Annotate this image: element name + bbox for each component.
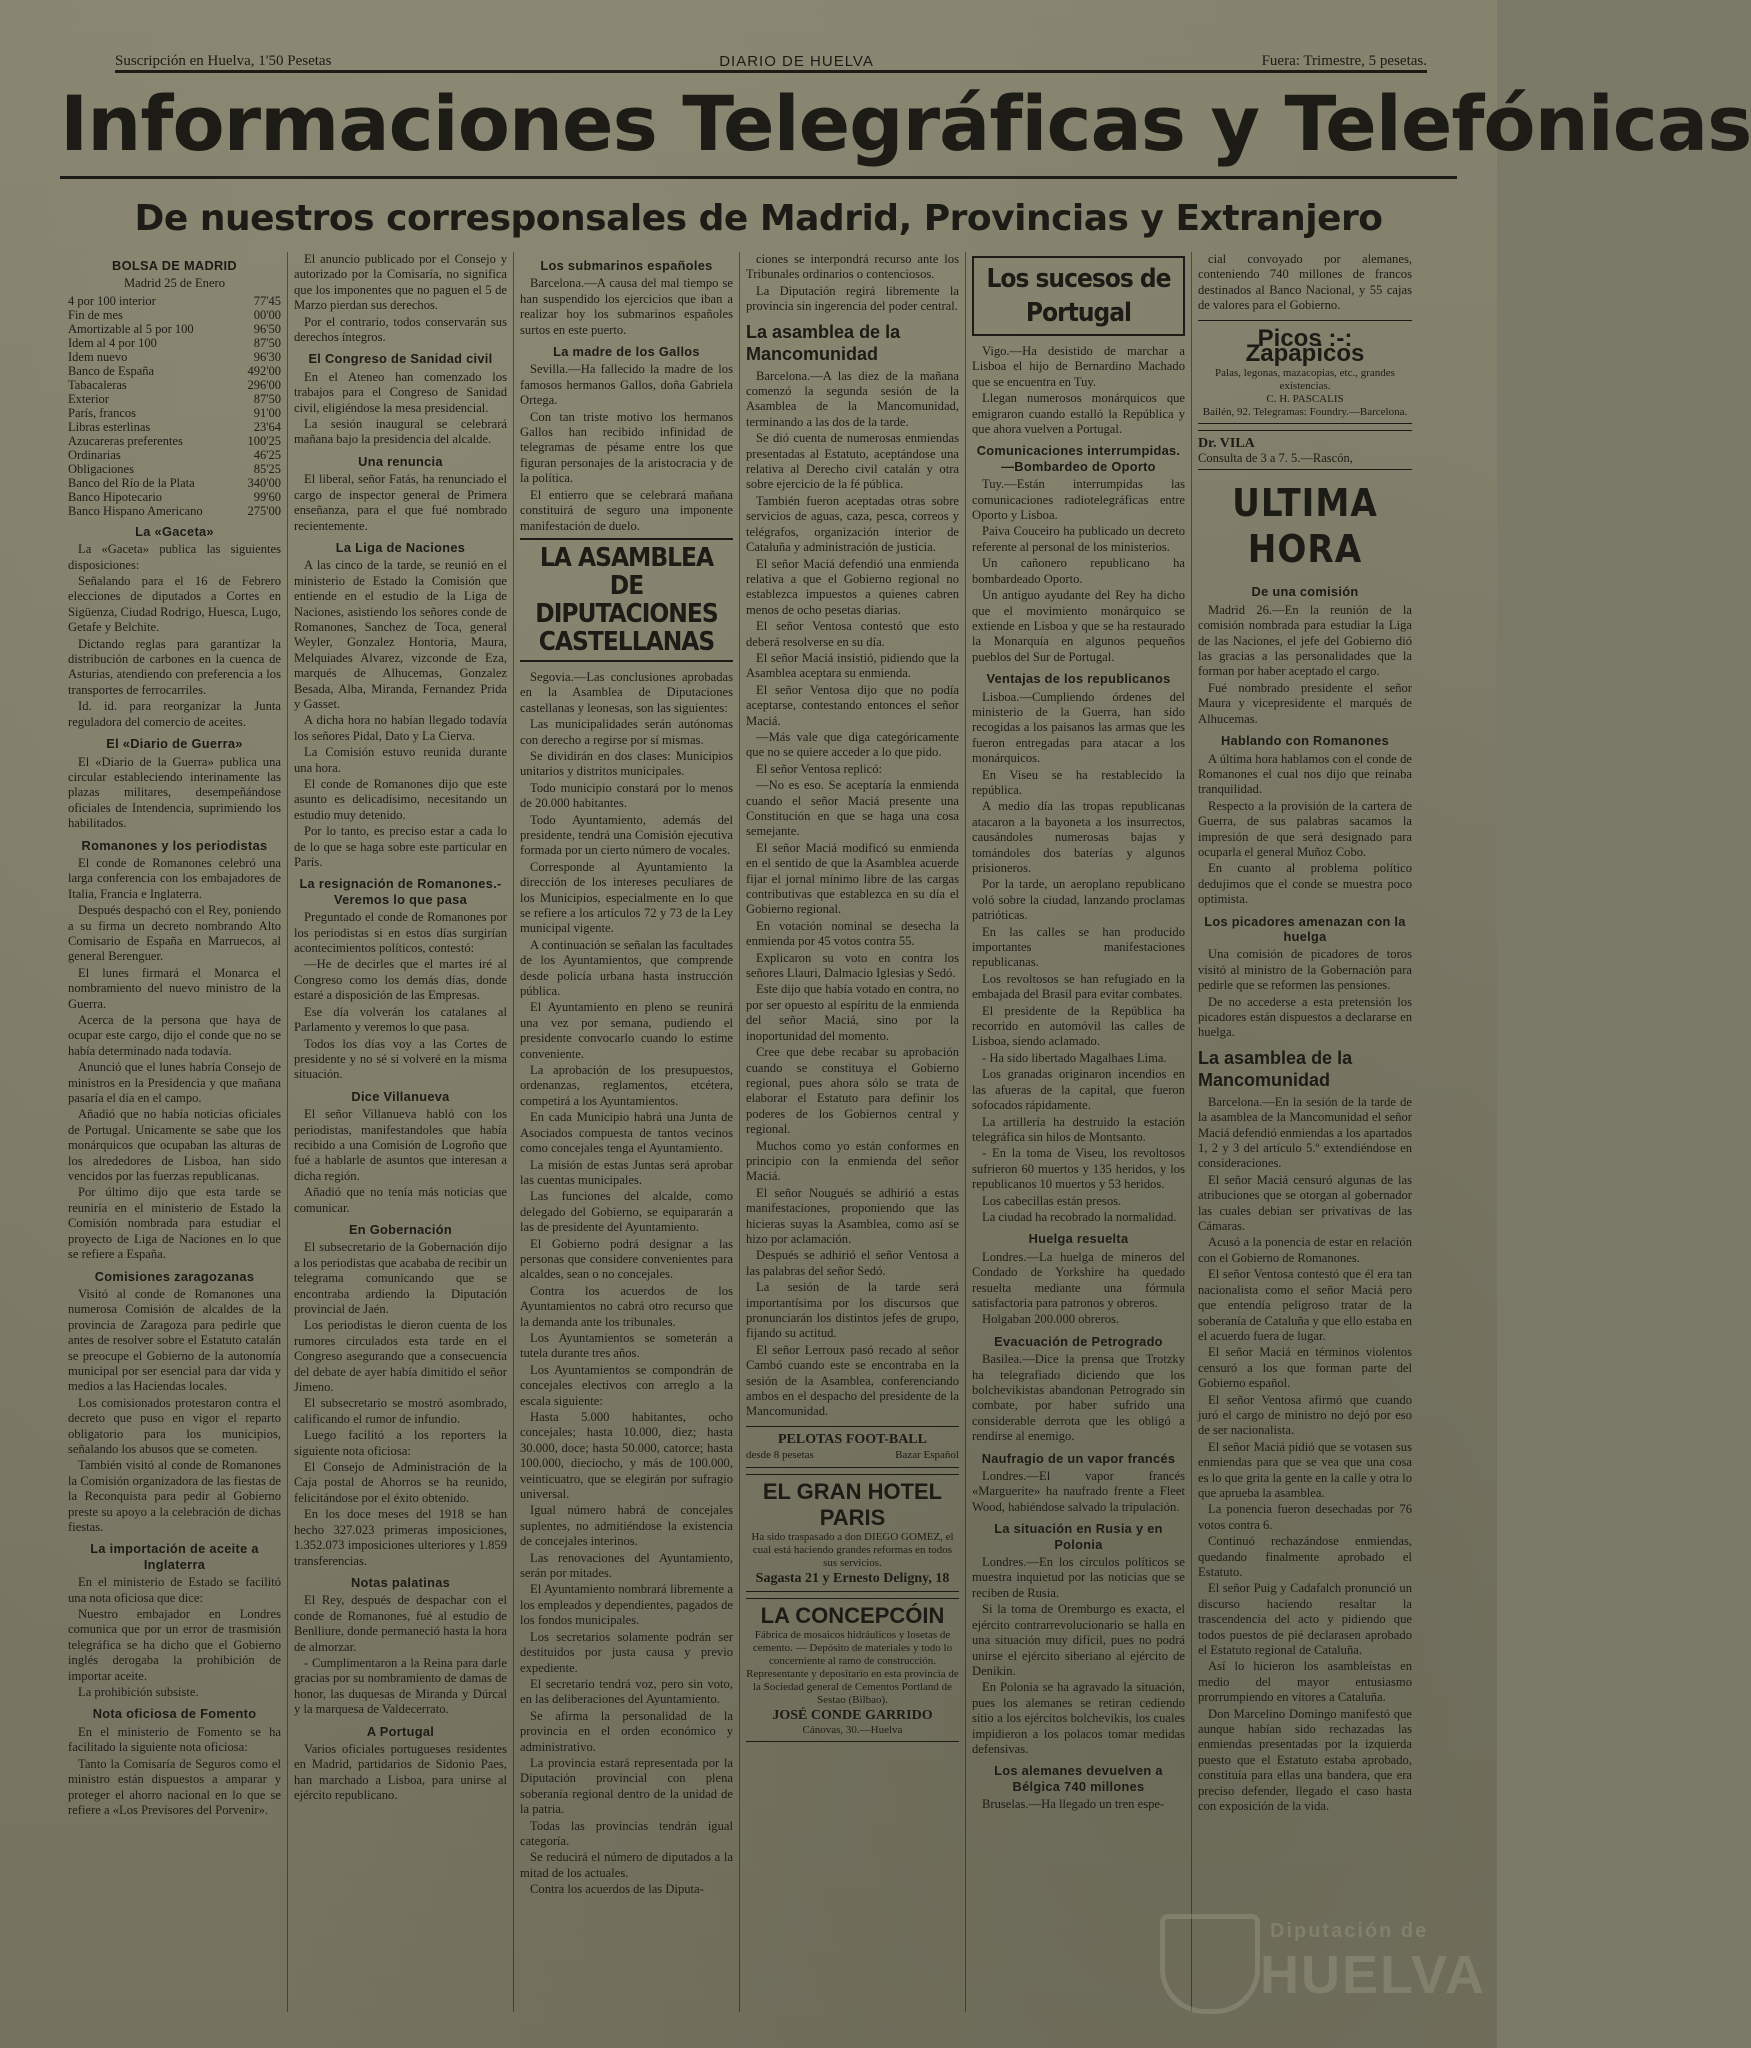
- paragraph: Basilea.—Dice la prensa que Trotzky ha telegrafiado diciendo que los bolchevikistas abandonan Petrogrado sin combate, por haber sufrido una considerable derrota que les obligó a rendirse al enemigo.: [972, 1352, 1185, 1444]
- crest-icon: [1160, 1914, 1260, 2014]
- paragraph: Segovia.—Las conclusiones aprobadas en la Asamblea de Diputaciones castellanas y leonesas, son las siguientes:: [520, 669, 733, 715]
- paragraph: El subsecretario de la Gobernación dijo a los periodistas que acababa de recibir un telegrama comunicando que se encontraba ardiendo la Diputación provincial de Jaén.: [294, 1240, 507, 1316]
- paragraph: La Comisión estuvo reunida durante una hora.: [294, 745, 507, 775]
- paragraph: Los comisionados protestaron contra el decreto que puso en vigor el reparto obligatorio para los municipios, señalando los abusos que se cometen.: [68, 1395, 281, 1456]
- paragraph: Tanto la Comisaría de Seguros como el ministro están dispuestos a amparar y proteger el ahorro nacional en lo que se refiere a «Los Previsores del Porvenir».: [68, 1756, 281, 1817]
- paragraph: Todas las provincias tendrán igual categoría.: [520, 1818, 733, 1848]
- paragraph: La Diputación regirá libremente la provincia sin ingerencia del poder central.: [746, 283, 959, 314]
- paragraph: Un antiguo ayudante del Rey ha dicho que el movimiento monárquico se extiende en Lisboa y que se ha restaurado la Monarquía en algunos pequeños pueblos del Sur de Portugal.: [972, 588, 1185, 664]
- paragraph: Las municipalidades serán autónomas con derecho a regirse por sí mismas.: [520, 717, 733, 747]
- paragraph: Vigo.—Ha desistido de marchar a Lisboa el hijo de Bernardino Machado que se encuentra en Tuy.: [972, 344, 1185, 389]
- paragraph: Si la toma de Oremburgo es exacta, el ejército contrarrevolucionario se halla en una situación muy difícil, pues no podrá unirse el ejército siberiano al ejército de Denikin.: [972, 1602, 1185, 1678]
- ad-body: Representante y depositario en esta provincia de la Sociedad general de Cementos Portland de Sestao (Bilbao).: [746, 1668, 959, 1707]
- headline: Los alemanes devuelven a Bélgica 740 millones: [994, 1763, 1163, 1794]
- paragraph: Don Marcelino Domingo manifestó que aunque habían sido rechazadas las enmiendas presentadas por la izquierda puesto que el Estatuto estaba aprobado, constituía para ellas una bandera, que era preciso defender, llegado el caso hasta con exposición de la vida.: [1198, 1706, 1412, 1814]
- headline: Nota oficiosa de Fomento: [92, 1706, 257, 1722]
- paragraph: Contra los acuerdos de los Ayuntamientos no cabrá otro recurso que la demanda ante los tribunales.: [520, 1283, 733, 1329]
- paragraph: Todos los días voy a las Cortes de presidente y no sé si volveré en la misma situación.: [294, 1036, 507, 1082]
- paragraph: A las cinco de la tarde, se reunió en el ministerio de Estado la Comisión que entiende en el estudio de la Liga de Naciones, asistiendo los señores conde de Romanones, Sanchez de Toca, general Weyler, Gonzalez Hontoria, Maura, Melquiades Alvarez, vizconde de Eza, marqués de Alhucemas, Gonzalez Besada, Alba, Miranda, Fernandez Prida y Gasset.: [294, 558, 507, 711]
- ad-title: EL GRAN HOTEL PARIS: [762, 1479, 943, 1531]
- headline: El «Diario de Guerra»: [106, 736, 243, 752]
- paragraph: El presidente de la República ha recorrido en automóvil las calles de Lisboa, siendo aclamado.: [972, 1003, 1185, 1049]
- ultima-hora-banner: ULTIMA HORA: [1232, 481, 1378, 572]
- bolsa-price: 96'50: [253, 321, 281, 336]
- bolsa-security: París, francos: [68, 405, 137, 420]
- paragraph: Dictando reglas para garantizar la distribución de carbones en la cuenca de Asturias, atendiendo con preferencia a los transportes de ferrocarriles.: [68, 636, 281, 697]
- ad-address: Sagasta 21 y Ernesto Deligny, 18: [755, 1571, 950, 1587]
- section-subhead: De nuestros corresponsales de Madrid, Provincias y Extranjero: [134, 198, 1383, 239]
- bolsa-date: Madrid 25 de Enero: [123, 276, 226, 291]
- paragraph: Acusó a la ponencia de estar en relación con el Gobierno de Romanones.: [1198, 1235, 1412, 1265]
- bolsa-table: [68, 294, 281, 518]
- paragraph: La sesión de la tarde será importantísima por los discursos que pronunciarán los distintos jefes de grupo, fijando su actitud.: [746, 1280, 959, 1341]
- paragraph: Se reducirá el número de diputados a la mitad de los actuales.: [520, 1850, 733, 1880]
- ad-price: desde 8 pesetas: [746, 1448, 814, 1461]
- paragraph: Tuy.—Están interrumpidas las comunicaciones radiotelegráficas entre Oporto y Lisboa.: [972, 477, 1185, 523]
- ad-picos: [1198, 320, 1412, 425]
- paragraph: Añadió que no había noticias oficiales de Portugal. Unicamente se sabe que los monárquicos que ocupaban las alturas de los alrededores de Lisboa, han sido vencidos por las fuerzas republicanas.: [68, 1107, 281, 1184]
- paragraph: El conde de Romanones dijo que este asunto es delicadísimo, necesitando un estudio muy detenido.: [294, 777, 507, 822]
- watermark-top: Diputación de: [1270, 1920, 1429, 1942]
- headline: Los picadores amenazan con la huelga: [1204, 913, 1406, 944]
- portugal-banner-headline: Los sucesos de Portugal: [972, 256, 1185, 336]
- paragraph: También visitó al conde de Romanones la Comisión organizadora de las fiestas de la Reconquista para pedir al Gobierno preste su apoyo a la celebración de dichas fiestas.: [68, 1458, 281, 1534]
- paragraph: Los Ayuntamientos se someterán a tutela durante tres años.: [520, 1330, 733, 1361]
- ad-name: Dr. VILA: [1198, 436, 1255, 452]
- paragraph: Varios oficiales portugueses residentes en Madrid, partidarios de Sidonio Paes, han marchado a Lisboa, para unirse al ejército republicano.: [294, 1741, 507, 1803]
- paragraph: Barcelona.—A las diez de la mañana comenzó la segunda sesión de la Asamblea de la Mancomunidad, terminando a las dos de la tarde.: [746, 368, 959, 429]
- bolsa-price: 296'00: [247, 377, 281, 392]
- bolsa-security: Banco del Río de la Plata: [68, 475, 195, 490]
- paragraph: Llegan numerosos monárquicos que emigraron cuando estalló la República y que ahora vuelven a Portugal.: [972, 391, 1185, 437]
- paragraph: La sesión inaugural se celebrará mañana bajo la presidencia del alcalde.: [294, 417, 507, 447]
- paragraph: Se afirma la personalidad de la provincia en el orden económico y administrativo.: [520, 1708, 733, 1754]
- paragraph: Preguntado el conde de Romanones por los periodistas si en estos días surgirían acontecimientos políticos, contestó:: [294, 910, 507, 956]
- bolsa-row: [68, 336, 281, 350]
- paragraph: El señor Maciá pidió que se votasen sus enmiendas para que se vea que una cosa es lo que grita la gente en la calle y otra lo que aprueba la asamblea.: [1198, 1439, 1412, 1500]
- newspaper-name: DIARIO DE HUELVA: [719, 52, 874, 70]
- paragraph: A última hora hablamos con el conde de Romanones el cual nos dijo que reinaba tranquilidad.: [1198, 751, 1412, 797]
- paragraph: ciones se interpondrá recurso ante los Tribunales ordinarios o contenciosos.: [746, 252, 959, 282]
- bolsa-security: Amortizable al 5 por 100: [68, 321, 194, 336]
- bolsa-price: 340'00: [247, 475, 281, 490]
- paragraph: Holgaban 200.000 obreros.: [982, 1312, 1120, 1327]
- paragraph: Una comisión de picadores de toros visitó al ministro de la Gobernación para pedirle que se reformen las pensiones.: [1198, 947, 1412, 993]
- headline: Dice Villanueva: [351, 1088, 450, 1104]
- paragraph: Contra los acuerdos de las Diputa-: [530, 1882, 704, 1897]
- subscription-outside: Fuera: Trimestre, 5 pesetas.: [1261, 52, 1427, 69]
- headline: La resignación de Romanones.- Veremos lo que pasa: [299, 876, 502, 907]
- masthead-title: Informaciones Telegráficas y Telefónicas: [60, 79, 1751, 168]
- paragraph: —Más vale que diga categóricamente que no se quiere acceder a lo que pido.: [746, 729, 959, 760]
- paragraph: Los periodistas le dieron cuenta de los rumores circulados esta tarde en el Congreso asegurando que a consecuencia del debate de ayer había dimitido el señor Jimeno.: [294, 1318, 507, 1395]
- bolsa-price: 00'00: [253, 307, 281, 322]
- paragraph: El Ayuntamiento nombrará libremente a los empleados y dependientes, pagados de los fondos municipales.: [520, 1582, 733, 1628]
- ad-name: C. H. PASCALIS: [1266, 393, 1344, 406]
- paragraph: A continuación se señalan las facultades de los Ayuntamientos, que comprende desde policía urbana hasta instrucción pública.: [520, 937, 733, 999]
- paragraph: El señor Ventosa afirmó que cuando juró el cargo de ministro no dejó por eso de ser nacionalista.: [1198, 1392, 1412, 1438]
- paragraph: El señor Nougués se adhirió a estas manifestaciones, proponiendo que las hicieras suyas la Asamblea, como así se hizo por aclamación.: [746, 1185, 959, 1246]
- paragraph: Id. id. para reorganizar la Junta reguladora del comercio de aceites.: [68, 699, 281, 729]
- paragraph: La ciudad ha recobrado la normalidad.: [982, 1209, 1177, 1224]
- paragraph: El entierro que se celebrará mañana constituirá de seguro una imponente manifestación de duelo.: [520, 487, 733, 533]
- bolsa-row: [68, 392, 281, 406]
- paragraph: En el ministerio de Estado se facilitó una nota oficiosa que dice:: [68, 1575, 281, 1605]
- paragraph: De no accederse a esta pretensión los picadores están dispuestos a declararse en huelga.: [1198, 994, 1412, 1040]
- paragraph: Barcelona.—En la sesión de la tarde de la asamblea de la Mancomunidad el señor Maciá defendió enmiendas a los apartados 1, 2 y 3 del artículo 5.º extendiéndose en consideraciones.: [1198, 1094, 1412, 1171]
- bolsa-row: [68, 504, 281, 518]
- paragraph: Bruselas.—Ha llegado un tren espe-: [982, 1797, 1165, 1812]
- bolsa-row: [68, 308, 281, 322]
- headline: La «Gaceta»: [135, 523, 214, 539]
- ad-body: Consulta de 3 a 7. 5.—Rascón,: [1198, 451, 1353, 466]
- paragraph: Londres.—La huelga de mineros del Condado de Yorkshire ha quedado resuelta mediante una fórmula satisfactoria para patronos y obreros.: [972, 1249, 1185, 1310]
- paragraph: - En la toma de Viseu, los revoltosos sufrieron 60 muertos y 135 heridos, y los republicanos 10 muertos y 53 heridos.: [972, 1146, 1185, 1192]
- headline: Comunicaciones interrumpidas. —Bombardeo de Oporto: [976, 443, 1181, 474]
- paragraph: Muchos como yo están conformes en principio con la enmienda del señor Maciá.: [746, 1138, 959, 1184]
- headline: A Portugal: [366, 1723, 435, 1739]
- paragraph: Corresponde al Ayuntamiento la dirección de los intereses peculiares de los Municipios, especialmente en lo que se refiere a los artículos 72 y 73 de la Ley municipal vigente.: [520, 859, 733, 936]
- bolsa-price: 87'50: [253, 335, 281, 350]
- headline: El Congreso de Sanidad civil: [308, 351, 493, 367]
- bolsa-price: 85'25: [253, 461, 281, 476]
- paragraph: El señor Ventosa dijo que no podía aceptarse, contestando entonces el señor Maciá.: [746, 682, 959, 728]
- bolsa-security: Tabacaleras: [68, 377, 127, 392]
- ad-address: Cánovas, 30.—Huelva: [802, 1724, 903, 1737]
- bolsa-row: [68, 476, 281, 490]
- paragraph: Las renovaciones del Ayuntamiento, serán por mitades.: [520, 1550, 733, 1581]
- ad-dr-vila: [1198, 430, 1412, 470]
- paragraph: El señor Maciá modificó su enmienda en el sentido de que la Asamblea acuerde fijar el jornal mínimo libre de las cargas contributivas que establezca en su día el Gobierno regional.: [746, 840, 959, 917]
- bolsa-price: 77'45: [253, 293, 281, 308]
- paragraph: Explicaron su voto en contra los señores Llauri, Dalmacio Iglesias y Sedó.: [746, 950, 959, 981]
- ad-address: Bailén, 92. Telegramas: Foundry.—Barcelona.: [1202, 406, 1408, 419]
- bolsa-security: Banco Hispano Americano: [68, 503, 203, 518]
- bolsa-security: Banco Hipotecario: [68, 489, 163, 504]
- paragraph: La prohibición subsiste.: [78, 1685, 199, 1700]
- paragraph: Anunció que el lunes habría Consejo de ministros en la Presidencia y que mañana pasaría el día en el campo.: [68, 1060, 281, 1106]
- headline: La madre de los Gallos: [553, 344, 700, 360]
- paragraph: La artillería ha destruido la estación telegráfica sin hilos de Montsanto.: [972, 1114, 1185, 1144]
- paragraph: Los cabecillas están presos.: [982, 1193, 1122, 1208]
- paragraph: - Ha sido libertado Magalhaes Lima.: [982, 1050, 1167, 1065]
- archive-watermark: [1150, 1910, 1486, 2010]
- bolsa-row: [68, 462, 281, 476]
- headline: La situación en Rusia y en Polonia: [994, 1521, 1163, 1552]
- paragraph: Londres.—El vapor francés «Marguerite» ha naufrado frente a Fleet Wood, habiéndose salvado la tripulación.: [972, 1469, 1185, 1514]
- paragraph: A medio día las tropas republicanas atacaron a la bayoneta a los insurrectos, causándoles numerosas bajas y tomándoles dos baterías y algunos prisioneros.: [972, 799, 1185, 875]
- paragraph: En cada Municipio habrá una Junta de Asociados compuesta de tantos vecinos como concejales tenga el Ayuntamiento.: [520, 1110, 733, 1156]
- paragraph: Por lo tanto, es preciso estar a cada lo de lo que se haga sobre este particular en París.: [294, 824, 507, 870]
- paragraph: Se dió cuenta de numerosas enmiendas presentadas al Estatuto, aceptándose una relativa al Derecho civil catalán y otra sobre ejercicio de la fé pública.: [746, 431, 959, 492]
- paragraph: En Polonia se ha agravado la situación, pues los alemanes se retiran cediendo sitio a los ejércitos bolchevikis, los cuales impidieron a los polacos tomar medidas defensivas.: [972, 1680, 1185, 1756]
- headline: La importación de aceite a Inglaterra: [90, 1541, 259, 1572]
- paragraph: Por el contrario, todos conservarán sus derechos íntegros.: [294, 314, 507, 345]
- ad-hotel: [746, 1474, 959, 1592]
- paragraph: La aprobación de los presupuestos, ordenanzas, reglamentos, etcétera, competirá a los Ayuntamientos.: [520, 1063, 733, 1108]
- ad-title: Picos :-: Zapapicos: [1245, 324, 1365, 368]
- headline: Una renuncia: [358, 453, 443, 469]
- paragraph: Todo Ayuntamiento, además del presidente, tendrá una Comisión ejecutiva formada por un cierto número de vocales.: [520, 812, 733, 858]
- paragraph: Madrid 26.—En la reunión de la comisión nombrada para estudiar la Liga de las Naciones, el jefe del Gobierno dió las gracias a las personalidades que la forman por haber aceptado el cargo.: [1198, 602, 1412, 679]
- paragraph: En las calles se han producido importantes manifestaciones republicanas.: [972, 924, 1185, 970]
- paragraph: Los secretarios solamente podrán ser destituidos por justa causa y previo expediente.: [520, 1629, 733, 1675]
- paragraph: Respecto a la provisión de la cartera de Guerra, de sus palabras sacamos la impresión de que será designado para ocuparla el general Muñoz Cobo.: [1198, 798, 1412, 859]
- paragraph: En los doce meses del 1918 se han hecho 327.023 primeras imposiciones, 1.352.073 imposiciones ulteriores y 1.859 transferencias.: [294, 1507, 507, 1568]
- column-6: [1192, 252, 1418, 2012]
- bolsa-price: 99'60: [253, 489, 281, 504]
- paragraph: El señor Maciá insistió, pidiendo que la Asamblea aceptara su enmienda.: [746, 650, 959, 681]
- ad-body: Ha sido traspasado a don DIEGO GOMEZ, el cual está haciendo grandes reformas en todos sus servicios.: [751, 1531, 954, 1570]
- paragraph: Así lo hicieron los asambleístas en medio del mayor entusiasmo prorrumpiendo en vítores a Cataluña.: [1198, 1659, 1412, 1705]
- subscription-local: Suscripción en Huelva, 1'50 Pesetas: [115, 52, 332, 69]
- headline: Huelga resuelta: [1028, 1231, 1129, 1247]
- headline: Notas palatinas: [350, 1574, 451, 1590]
- paragraph: Añadió que no tenía más noticias que comunicar.: [294, 1185, 507, 1215]
- headline: Los submarinos españoles: [540, 258, 713, 273]
- header-line: [115, 52, 1427, 73]
- paragraph: En votación nominal se desecha la enmienda por 45 votos contra 55.: [746, 918, 959, 949]
- paragraph: El Ayuntamiento en pleno se reunirá una vez por semana, pudiendo el presidente convocarlo cuando lo estime conveniente.: [520, 1000, 733, 1061]
- headline: Evacuación de Petrogrado: [994, 1333, 1163, 1349]
- paragraph: Los granadas originaron incendios en las afueras de la capital, que fueron sofocados rápidamente.: [972, 1067, 1185, 1113]
- paragraph: El señor Lerroux pasó recado al señor Cambó cuando este se encontraba en la sesión de la Asamblea, conferenciando ambos en el despacho del presidente de la Mancomunidad.: [746, 1342, 959, 1419]
- paragraph: En el Ateneo han comenzado los trabajos para el Congreso de Sanidad civil, eligiéndose la mesa presidencial.: [294, 369, 507, 415]
- paragraph: En cuanto al problema político dedujimos que el conde se muestra poco optimista.: [1198, 861, 1412, 907]
- paragraph: En el ministerio de Fomento se ha facilitado la siguiente nota oficiosa:: [68, 1724, 281, 1755]
- paragraph: El anuncio publicado por el Consejo y autorizado por la Comisaría, no significa que los imponentes que no paguen el 5 de Marzo pierdan sus derechos.: [294, 252, 507, 313]
- headline: Comisiones zaragozanas: [94, 1268, 255, 1284]
- paragraph: El conde de Romanones celebró una larga conferencia con los embajadores de Italia, Francia e Inglaterra.: [68, 855, 281, 901]
- column-5: [966, 252, 1192, 2012]
- bolsa-security: Banco de España: [68, 363, 155, 378]
- paragraph: El señor Ventosa replicó:: [756, 761, 883, 776]
- paragraph: Se dividirán en dos clases: Municipios unitarios y distritos municipales.: [520, 748, 733, 779]
- paragraph: - Cumplimentaron a la Reina para darle gracias por su nombramiento de damas de honor, las duquesas de Miranda y Dúrcal y la marquesa de Valdecerrato.: [294, 1655, 507, 1717]
- bolsa-title: BOLSA DE MADRID: [112, 258, 237, 273]
- paragraph: cial convoyado por alemanes, conteniendo 740 millones de francos destinados al Banco Nacional, y 55 cajas de valores para el Gobierno.: [1198, 252, 1412, 313]
- headline: De una comisión: [1251, 584, 1359, 600]
- headline: Naufragio de un vapor francés: [981, 1450, 1176, 1466]
- bolsa-price: 275'00: [247, 503, 281, 518]
- ad-pelotas: [746, 1426, 959, 1468]
- bolsa-security: Exterior: [68, 391, 109, 406]
- paragraph: En Viseu se ha restablecido la república.: [972, 767, 1185, 797]
- paragraph: A dicha hora no habían llegado todavía los señores Pidal, Dato y La Cierva.: [294, 713, 507, 743]
- paragraph: El señor Maciá defendió una enmienda relativa a que el Gobierno regional no establezca impuestos a quienes cabren menos de ocho pesetas diarias.: [746, 556, 959, 617]
- paragraph: —No es eso. Se aceptaría la enmienda cuando el señor Maciá presente una Constitución en que se haga una cosa semejante.: [746, 778, 959, 839]
- paragraph: El Gobierno podrá designar a las personas que considere convenientes para alcaldes, sean o no concejales.: [520, 1236, 733, 1282]
- paragraph: El lunes firmará el Monarca el nombramiento del nuevo ministro de la Guerra.: [68, 965, 281, 1011]
- paragraph: Continuó rechazándose enmiendas, quedando finalmente aprobado el Estatuto.: [1198, 1534, 1412, 1579]
- paragraph: Luego facilitó a los reporters la siguiente nota oficiosa:: [294, 1428, 507, 1458]
- headline: Ventajas de los republicanos: [986, 671, 1171, 687]
- paragraph: Igual número habrá de concejales suplentes, no admitiéndose la existencia de concejales interinos.: [520, 1503, 733, 1549]
- bolsa-row: [68, 378, 281, 392]
- paragraph: Lisboa.—Cumpliendo órdenes del ministerio de la Guerra, han sido recogidas a los paisanos las armas que les fueron entregadas para atacar a los monárquicos.: [972, 689, 1185, 766]
- bolsa-row: [68, 364, 281, 378]
- bolsa-row: [68, 490, 281, 504]
- bolsa-price: 100'25: [247, 433, 281, 448]
- paragraph: Acerca de la persona que haya de ocupar este cargo, dijo el conde que no se había determinado nada todavía.: [68, 1013, 281, 1058]
- column-4: [740, 252, 966, 2012]
- masthead-rule: [60, 176, 1457, 179]
- ad-shop: Bazar Español: [895, 1448, 959, 1461]
- paragraph: Después despachó con el Rey, poniendo a su firma un decreto nombrando Alto Comisario de España en Marruecos, al general Berenguer.: [68, 903, 281, 964]
- paragraph: Paiva Couceiro ha publicado un decreto referente al personal de los ministerios.: [972, 524, 1185, 554]
- article-columns: [62, 252, 1442, 2012]
- paragraph: La «Gaceta» publica las siguientes disposiciones:: [68, 542, 281, 572]
- bolsa-security: Ordinarias: [68, 447, 121, 462]
- ad-concepcion: [746, 1598, 959, 1742]
- paragraph: Los Ayuntamientos se compondrán de concejales electivos con arreglo a la escala siguiente:: [520, 1362, 733, 1408]
- paragraph: Sevilla.—Ha fallecido la madre de los famosos hermanos Gallos, doña Gabriela Ortega.: [520, 362, 733, 408]
- paragraph: El señor Maciá en términos violentos censuró a los que forman parte del Gobierno español.: [1198, 1345, 1412, 1391]
- bolsa-price: 91'00: [253, 405, 281, 420]
- bolsa-row: [68, 406, 281, 420]
- bolsa-row: [68, 434, 281, 448]
- paragraph: El señor Ventosa contestó que él era tan nacionalista como el señor Maciá pero que entendía peligroso tratar de la soberanía de Cataluña y que ello estaba en el acuerdo fuera de lugar.: [1198, 1267, 1412, 1343]
- paragraph: Los revoltosos se han refugiado en la embajada del Brasil para evitar combates.: [972, 971, 1185, 1002]
- paragraph: Señalando para el 16 de Febrero elecciones de diputados a Cortes en Sigüenza, Ciudad Rodrigo, Huesca, Lugo, Getafe y Belchite.: [68, 574, 281, 635]
- paragraph: También fueron aceptadas otras sobre servicios de aguas, caza, pesca, correos y telégrafos, organización interior de Cataluña y administración de justicia.: [746, 493, 959, 555]
- paragraph: Por la tarde, un aeroplano republicano voló sobre la ciudad, lanzando proclamas patrióticas.: [972, 877, 1185, 923]
- paragraph: Después se adhirió el señor Ventosa a las palabras del señor Sedó.: [746, 1248, 959, 1278]
- bolsa-row: [68, 294, 281, 308]
- headline: La asamblea de la Mancomunidad: [1198, 1047, 1353, 1090]
- paragraph: El señor Ventosa contestó que esto deberá resolverse en su día.: [746, 619, 959, 649]
- paragraph: Cree que debe recabar su aprobación cuando se constituya el Gobierno regional, pues ahora sólo se trata de elaborar el Estatuto para definir los poderes de los Gobiernos central y regional.: [746, 1045, 959, 1137]
- bolsa-security: 4 por 100 interior: [68, 293, 156, 308]
- paragraph: El subsecretario se mostró asombrado, calificando el rumor de infundio.: [294, 1396, 507, 1426]
- bolsa-price: 23'64: [253, 419, 281, 434]
- column-1: [62, 252, 288, 2012]
- ad-title: LA CONCEPCÓIN: [760, 1603, 945, 1629]
- bolsa-row: [68, 448, 281, 462]
- watermark-bottom: HUELVA: [1260, 1945, 1486, 2005]
- ad-name: JOSÉ CONDE GARRIDO: [772, 1708, 933, 1724]
- paragraph: —He de decirles que el martes iré al Congreso como los demás días, donde estaré a disposición de las Empresas.: [294, 957, 507, 1003]
- bolsa-security: Obligaciones: [68, 461, 134, 476]
- bolsa-security: Azucareras preferentes: [68, 433, 183, 448]
- bolsa-price: 87'50: [253, 391, 281, 406]
- paragraph: La provincia estará representada por la Diputación provincial con plena soberanía regional dentro de la unidad de la patria.: [520, 1755, 733, 1817]
- headline: Romanones y los periodistas: [81, 837, 268, 853]
- ad-title: PELOTAS FOOT-BALL: [778, 1431, 927, 1447]
- paragraph: El secretario tendrá voz, pero sin voto, en las deliberaciones del Ayuntamiento.: [520, 1676, 733, 1707]
- asamblea-banner-headline: LA ASAMBLEA DE DIPUTACIONES CASTELLANAS: [520, 538, 733, 662]
- bolsa-price: 96'30: [253, 349, 281, 364]
- headline: La Liga de Naciones: [335, 539, 466, 555]
- paragraph: La ponencia fueron desechadas por 76 votos contra 6.: [1198, 1502, 1412, 1532]
- paragraph: El señor Maciá censuró algunas de las atribuciones que se otorgan al gobernador las cuales debian ser privativas de las Cámaras.: [1198, 1172, 1412, 1234]
- paragraph: Visitó al conde de Romanones una numerosa Comisión de alcaldes de la provincia de Zaragoza para pedirle que antes de resolver sobre el Estatuto catalán se preocupe el Gobierno de la autonomía municipal por ser esencial para dar vida y medios a las Haciendas locales.: [68, 1286, 281, 1394]
- paragraph: Hasta 5.000 habitantes, ocho concejales; hasta 10.000, diez; hasta 30.000, doce; hasta 50.000, catorce; hasta 100.000, dieciocho, y más de 100.000, veinticuatro, que se elegirán por sufragio universal.: [520, 1410, 733, 1502]
- headline: Hablando con Romanones: [1221, 733, 1389, 749]
- paragraph: Por último dijo que esta tarde se reuniría en el ministerio de Estado la Comisión nombrada para estudiar el proyecto de Liga de Naciones en lo que se refiere a España.: [68, 1185, 281, 1262]
- paragraph: Barcelona.—A causa del mal tiempo se han suspendido los ejercicios que iban a realizar hoy los submarinos españoles surtos en este puerto.: [520, 276, 733, 337]
- paragraph: Fué nombrado presidente el señor Maura y vicepresidente el marqués de Alhucemas.: [1198, 680, 1412, 726]
- paragraph: El «Diario de la Guerra» publica una circular estableciendo interinamente las plazas militares, desempeñándose oficiales de Intendencia, suprimiendo los habilitados.: [68, 754, 281, 831]
- bolsa-security: Idem nuevo: [68, 349, 128, 364]
- bolsa-row: [68, 350, 281, 364]
- column-3: [514, 252, 740, 2012]
- bolsa-security: Fin de mes: [68, 307, 123, 322]
- bolsa-price: 46'25: [253, 447, 281, 462]
- paragraph: Un cañonero republicano ha bombardeado Oporto.: [972, 556, 1185, 586]
- bolsa-row: [68, 420, 281, 434]
- paragraph: El señor Puig y Cadafalch pronunció un discurso haciendo resaltar la trascendencia del acto y pidiendo que todos puestos de pié declarasen aprobado el Estatuto regional de Cataluña.: [1198, 1581, 1412, 1658]
- paragraph: Londres.—En los círculos políticos se muestra inquietud por las noticias que se reciben de Rusia.: [972, 1555, 1185, 1600]
- headline: En Gobernación: [348, 1221, 453, 1237]
- paragraph: Nuestro embajador en Londres comunica que por un error de trasmisión telegráfica se ha dicho que el Gobierno inglés derogaba la prohibición de importar aceite.: [68, 1607, 281, 1683]
- paragraph: Con tan triste motivo los hermanos Gallos han recibido infinidad de telegramas de pésame entre los que figuran personajes de la aristocracia y de la política.: [520, 409, 733, 486]
- bolsa-price: 492'00: [247, 363, 281, 378]
- bolsa-row: [68, 322, 281, 336]
- paragraph: Ese día volverán los catalanes al Parlamento y veremos lo que pasa.: [294, 1004, 507, 1035]
- bolsa-security: Idem al 4 por 100: [68, 335, 157, 350]
- paragraph: Todo municipio constará por lo menos de 20.000 habitantes.: [520, 780, 733, 811]
- paragraph: El Rey, después de despachar con el conde de Romanones, fué al estudio de Benlliure, donde permaneció hasta la hora de almorzar.: [294, 1593, 507, 1654]
- paragraph: Las funciones del alcalde, como delegado del Gobierno, se equipararán a las de presidente del Ayuntamiento.: [520, 1189, 733, 1235]
- paragraph: El Consejo de Administración de la Caja postal de Ahorros se ha reunido, felicitándose por el éxito obtenido.: [294, 1460, 507, 1505]
- column-2: [288, 252, 514, 2012]
- paragraph: La misión de estas Juntas será aprobar las cuentas municipales.: [520, 1157, 733, 1187]
- paragraph: El liberal, señor Fatás, ha renunciado el cargo de inspector general de Primera enseñanza, para el que fué nombrado recientemente.: [294, 472, 507, 533]
- paragraph: El señor Villanueva habló con los periodistas, manifestandoles que había recibido a una Comisión de Logroño que fué a hablarle de asuntos que interesan a dicha región.: [294, 1107, 507, 1183]
- headline: La asamblea de la Mancomunidad: [746, 321, 901, 364]
- paragraph: Este dijo que había votado en contra, no por ser opuesto al espíritu de la enmienda del señor Maciá, sino por la inoportunidad del momento.: [746, 982, 959, 1043]
- ad-body: Fábrica de mosaicos hidráulicos y losetas de cemento. — Depósito de materiales y todo lo concerniente al ramo de construcción.: [752, 1629, 953, 1668]
- bolsa-security: Libras esterlinas: [68, 419, 151, 434]
- ad-body: Palas, legonas, mazacopias, etc., grandes existencias.: [1215, 367, 1395, 393]
